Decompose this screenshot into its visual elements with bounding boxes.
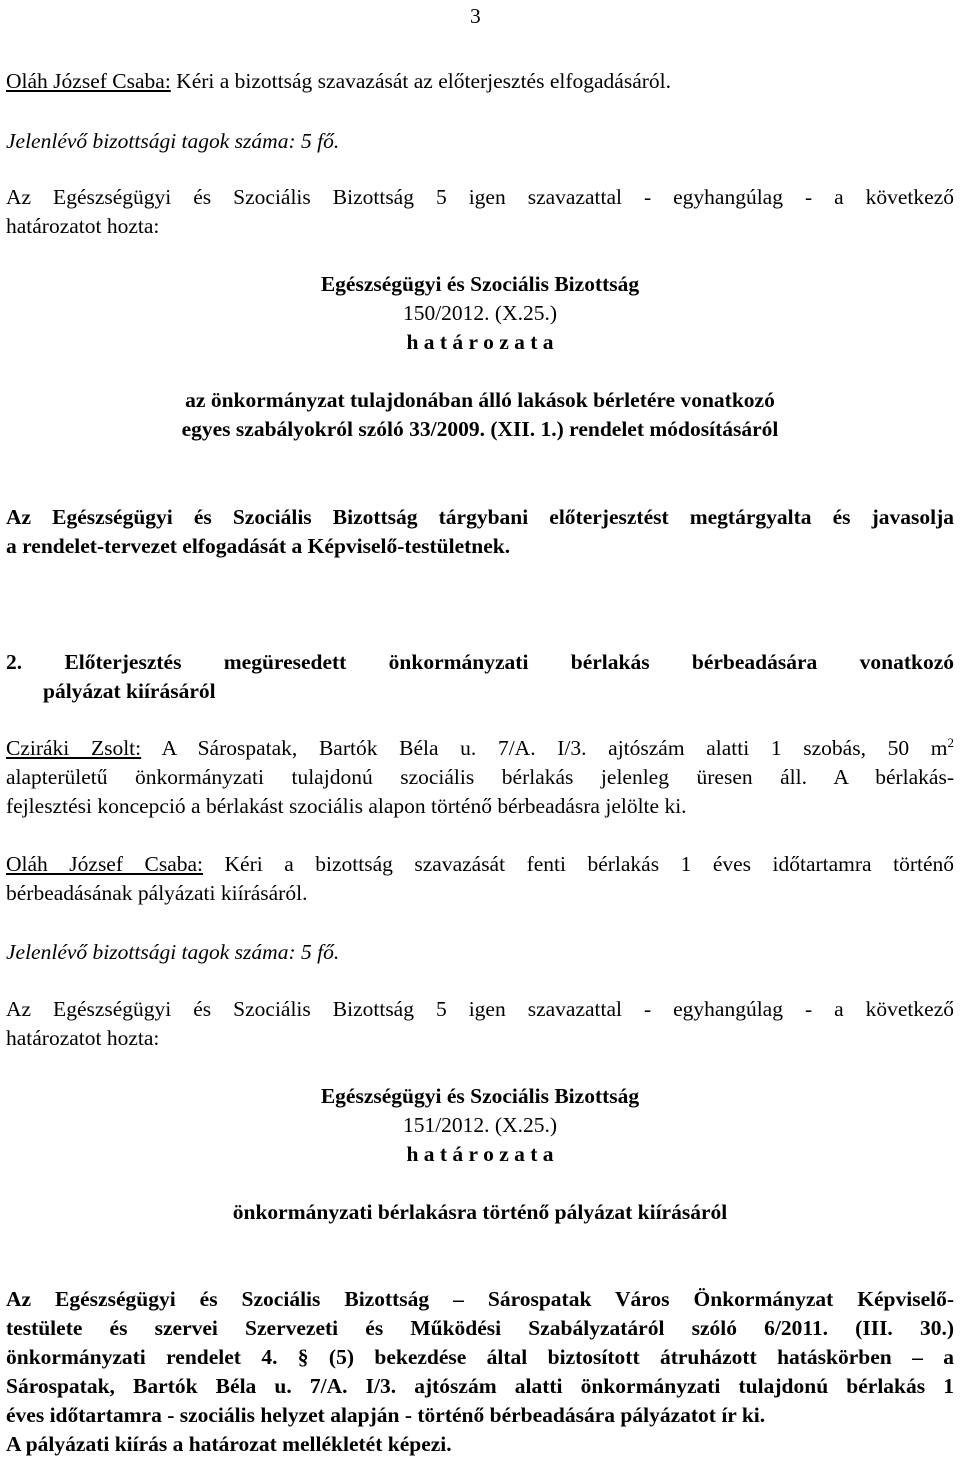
speaker-text: Kéri a bizottság szavazását az előterjesztés elfogadásáról. <box>170 69 672 93</box>
resolution-body: éves időtartamra - szociális helyzet alapján - történő bérbeadására pályázatot ír ki. <box>6 1403 766 1427</box>
vote-line: határozatot hozta: <box>6 214 160 238</box>
speaker-statement <box>6 67 671 96</box>
speaker-name: Oláh József Csaba: <box>6 69 171 93</box>
speaker-name: Oláh József Csaba: <box>6 852 204 876</box>
resolution-number: 151/2012. (X.25.) <box>402 1113 558 1137</box>
statement-text: bérbeadásának pályázati kiírásáról. <box>6 881 308 905</box>
attendance-note: Jelenlévő bizottsági tagok száma: 5 fő. <box>6 129 340 153</box>
resolution-subject: önkormányzati bérlakásra történő pályázat kiírásáról <box>232 1200 728 1224</box>
resolution-label: h a t á r o z a t a <box>406 330 554 354</box>
vote-line: határozatot hozta: <box>6 1026 160 1050</box>
speaker-statement <box>6 734 954 763</box>
speaker-text: A Sárospatak, Bartók Béla u. 7/A. I/3. ajtószám alatti 1 szobás, 50 m <box>141 736 948 760</box>
resolution-committee: Egészségügyi és Szociális Bizottság <box>320 272 640 296</box>
resolution-committee: Egészségügyi és Szociális Bizottság <box>320 1084 640 1108</box>
agenda-item-title: 2. Előterjesztés megüresedett önkormányzati bérlakás bérbeadására vonatkozó <box>6 650 954 674</box>
page-number: 3 <box>470 4 481 28</box>
statement-text: alapterületű önkormányzati tulajdonú szociális bérlakás jelenleg üresen áll. A bérlakás- <box>6 765 954 789</box>
vote-line: Az Egészségügyi és Szociális Bizottság 5 igen szavazattal - egyhangúlag - a következő <box>6 185 954 209</box>
resolution-body: A pályázati kiírás a határozat mellékletét képezi. <box>6 1432 452 1456</box>
resolution-subject: az önkormányzat tulajdonában álló lakások bérletére vonatkozó <box>185 388 775 412</box>
resolution-label: h a t á r o z a t a <box>406 1142 554 1166</box>
statement-text: fejlesztési koncepció a bérlakást szociális alapon történő bérbeadásra jelölte ki. <box>6 794 687 818</box>
attendance-note: Jelenlévő bizottsági tagok száma: 5 fő. <box>6 940 340 964</box>
resolution-body: önkormányzati rendelet 4. § (5) bekezdése által biztosított átruházott hatáskörben – a <box>6 1345 954 1369</box>
speaker-text: Kéri a bizottság szavazását fenti bérlakás 1 éves időtartamra történő <box>203 852 954 876</box>
vote-line: Az Egészségügyi és Szociális Bizottság 5 igen szavazattal - egyhangúlag - a következő <box>6 997 954 1021</box>
resolution-body: Az Egészségügyi és Szociális Bizottság – Sárospatak Város Önkormányzat Képviselő- <box>6 1287 954 1311</box>
resolution-number: 150/2012. (X.25.) <box>402 301 558 325</box>
resolution-body: testülete és szervei Szervezeti és Működési Szabályzatáról szóló 6/2011. (III. 30.) <box>6 1316 954 1340</box>
speaker-statement <box>6 850 954 879</box>
speaker-name: Cziráki Zsolt: <box>6 736 142 760</box>
resolution-body: Sárospatak, Bartók Béla u. 7/A. I/3. ajtószám alatti önkormányzati tulajdonú bérlakás 1 <box>6 1374 954 1398</box>
resolution-subject: egyes szabályokról szóló 33/2009. (XII. 1.) rendelet módosításáról <box>181 417 779 441</box>
superscript: 2 <box>947 734 954 750</box>
resolution-body: Az Egészségügyi és Szociális Bizottság tárgybani előterjesztést megtárgyalta és javasolja <box>6 505 954 529</box>
resolution-body: a rendelet-tervezet elfogadását a Képviselő-testületnek. <box>6 534 511 558</box>
agenda-item-title: pályázat kiírásáról <box>43 679 216 703</box>
